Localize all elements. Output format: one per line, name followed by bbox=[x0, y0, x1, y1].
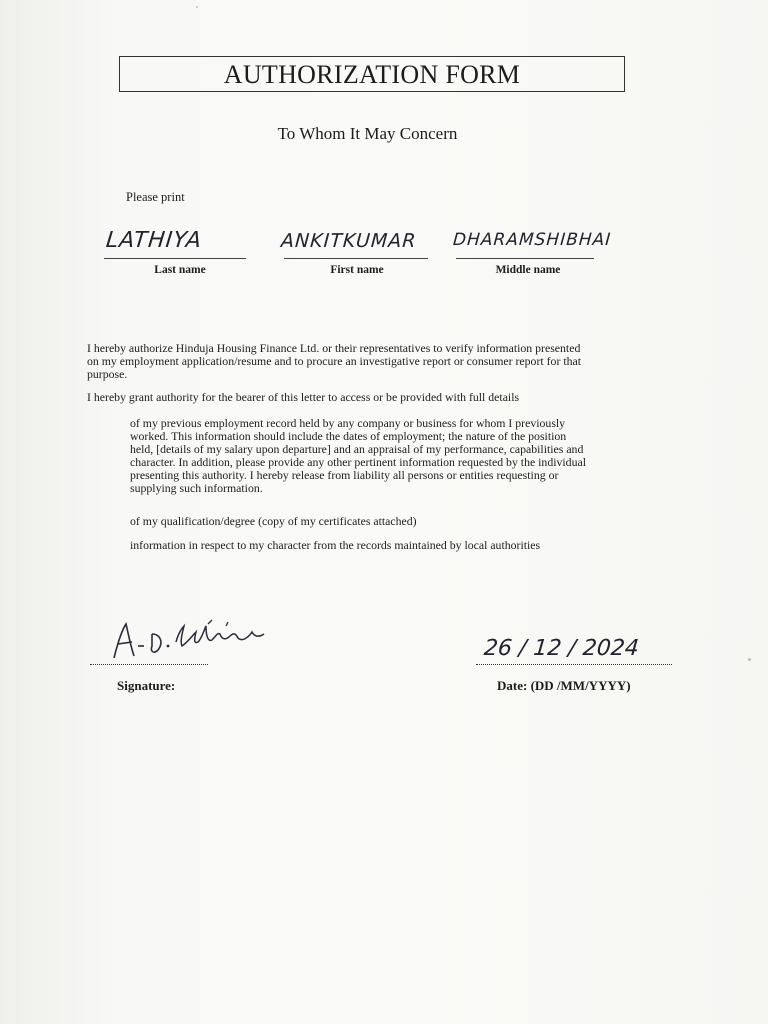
employment-item-line-2: worked. This information should include the dates of employment; the nature of the position bbox=[130, 429, 567, 443]
authorization-paragraph-line-3: purpose. bbox=[87, 367, 128, 381]
date-line bbox=[476, 664, 672, 665]
last-name-value: LATHIYA bbox=[104, 228, 204, 253]
title-box bbox=[119, 56, 625, 92]
signature-line bbox=[90, 664, 208, 665]
scan-speck bbox=[196, 6, 198, 8]
qualification-item: of my qualification/degree (copy of my certificates attached) bbox=[130, 514, 417, 528]
date-value: 26 / 12 / 2024 bbox=[482, 636, 640, 661]
employment-item-line-3: held, [details of my salary upon departure] and an appraisal of my performance, capabilities and bbox=[130, 442, 584, 456]
please-print-instruction: Please print bbox=[126, 190, 185, 204]
last-name-line bbox=[104, 258, 246, 259]
salutation: To Whom It May Concern bbox=[277, 124, 458, 143]
last-name-label: Last name bbox=[154, 264, 206, 276]
first-name-value: ANKITKUMAR bbox=[280, 230, 418, 252]
middle-name-line bbox=[456, 258, 594, 259]
employment-item-line-6: supplying such information. bbox=[130, 481, 263, 495]
authorization-paragraph-line-1: I hereby authorize Hinduja Housing Finance Ltd. or their representatives to verify information presented bbox=[87, 341, 581, 355]
employment-item-line-1: of my previous employment record held by any company or business for whom I previously bbox=[130, 416, 566, 430]
middle-name-value: DHARAMSHIBHAI bbox=[452, 230, 612, 250]
character-item: information in respect to my character from the records maintained by local authorities bbox=[130, 538, 541, 552]
date-label: Date: (DD /MM/YYYY) bbox=[497, 678, 631, 693]
scan-speck bbox=[748, 658, 751, 661]
signature-label: Signature: bbox=[117, 678, 176, 693]
employment-item-line-5: presenting this authority. I hereby release from liability all persons or entities requesting or bbox=[130, 468, 559, 482]
first-name-label: First name bbox=[330, 264, 384, 276]
form-title: AUTHORIZATION FORM bbox=[223, 60, 521, 89]
middle-name-label: Middle name bbox=[495, 264, 561, 276]
authorization-paragraph-line-2: on my employment application/resume and to procure an investigative report or consumer report for that bbox=[87, 354, 582, 368]
handwritten-signature bbox=[108, 612, 288, 662]
employment-item-line-4: character. In addition, please provide any other pertinent information requested by the individual bbox=[130, 455, 586, 469]
first-name-line bbox=[284, 258, 428, 259]
grant-authority-paragraph: I hereby grant authority for the bearer of this letter to access or be provided with full details bbox=[87, 390, 520, 404]
